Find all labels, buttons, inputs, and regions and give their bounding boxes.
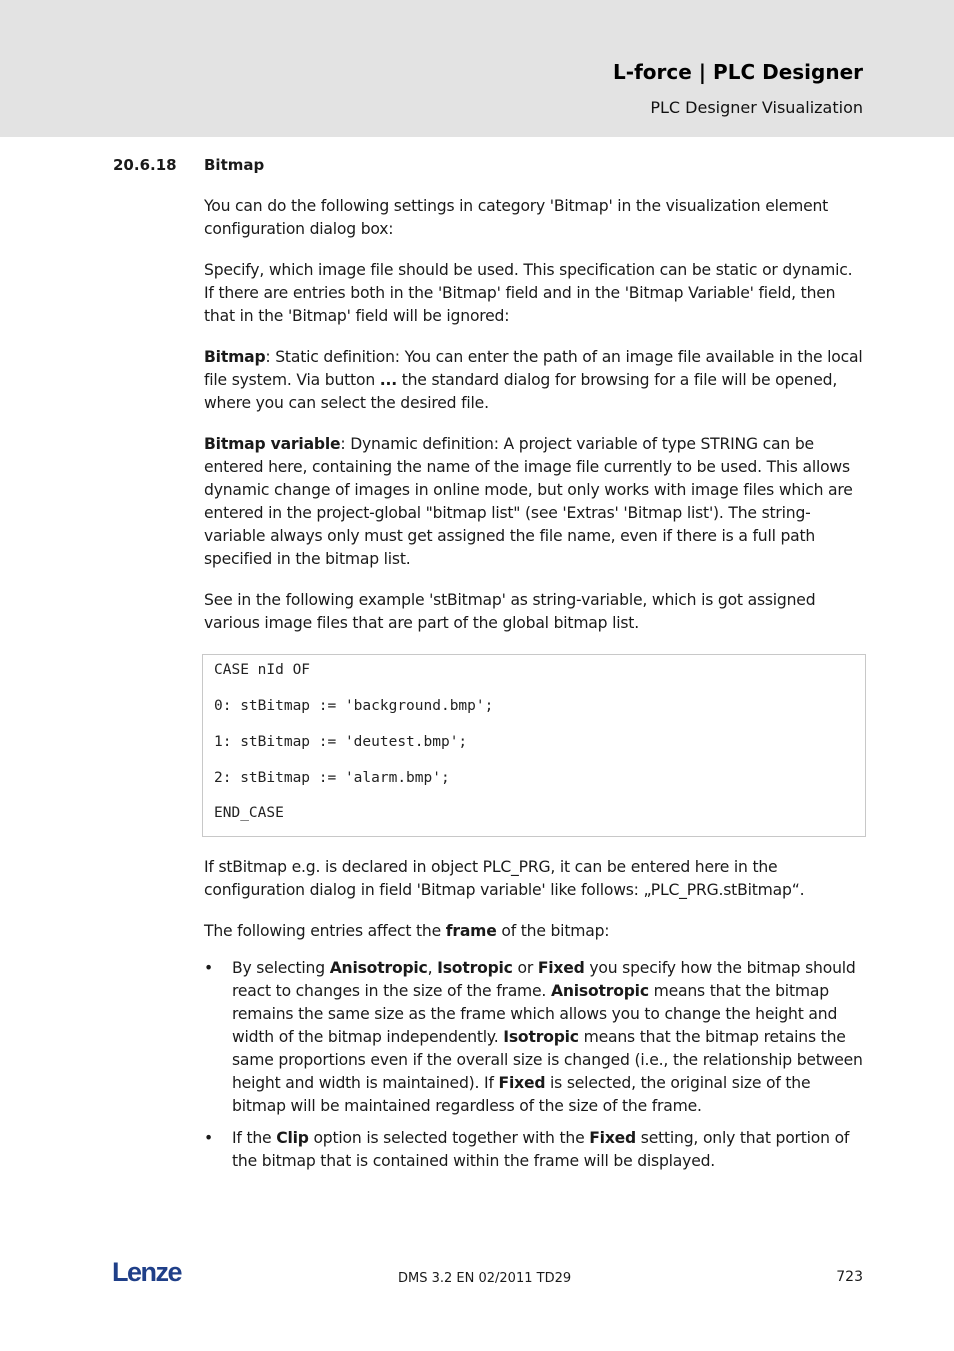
code-line: 0: stBitmap := 'background.bmp'; xyxy=(214,698,494,714)
code-line: END_CASE xyxy=(214,805,284,821)
paragraph-declaration: If stBitmap e.g. is declared in object PLC_PRG, it can be entered here in the configuration dialog in field 'Bitmap variable' like follows: „PLC_PRG.stBitmap“. xyxy=(204,858,805,899)
paragraph-bitmap xyxy=(204,346,866,415)
section-title: Bitmap xyxy=(204,156,265,174)
paragraph-frame xyxy=(204,920,866,943)
document-title: L-force | PLC Designer xyxy=(613,60,863,84)
bitmap-variable-text: : Dynamic definition: A project variable of type STRING can be entered here, containing the name of the image file currently to be used. This allows dynamic change of images in online mode, but only works with image files which are entered in the project-global "bitmap list" (see 'Extras' 'Bitmap list'). The string-variable always only must get assigned the file name, even if there is a full path specified in the bitmap list. xyxy=(204,435,853,568)
term-isotropic: Isotropic xyxy=(503,1028,579,1046)
code-block xyxy=(202,654,866,837)
text-run: you specify how the bitmap should react to changes in the size of the frame. xyxy=(232,959,856,1000)
section-number: 20.6.18 xyxy=(113,156,177,174)
footer-doc-id: DMS 3.2 EN 02/2011 TD29 xyxy=(398,1271,572,1286)
code-line: CASE nId OF xyxy=(214,662,311,678)
term-clip: Clip xyxy=(276,1129,309,1147)
chapter-subtitle: PLC Designer Visualization xyxy=(650,98,863,117)
paragraph-specify: Specify, which image file should be used. This specification can be static or dynamic. If there are entries both in the 'Bitmap' field and in the 'Bitmap Variable' field, then that in the 'Bitmap' field will be ignored: xyxy=(204,261,853,325)
term-bitmap: Bitmap xyxy=(204,348,266,366)
text-run: setting, only that portion of the bitmap that is contained within the frame will be displayed. xyxy=(232,1129,850,1170)
paragraph-bitmap-variable xyxy=(204,433,866,571)
text-run: , xyxy=(427,959,438,977)
bullet-icon: • xyxy=(204,959,214,977)
text-run: means that the bitmap retains the same proportions even if the overall size is changed (i.e., the relationship between height and width is maintained). If xyxy=(232,1028,863,1092)
page-header xyxy=(0,0,954,137)
bitmap-text-a: : Static definition: You can enter the path of an image file available in the local file system. Via button xyxy=(204,348,863,389)
bitmap-text-b: the standard dialog for browsing for a file will be opened, where you can select the desired file. xyxy=(204,371,838,412)
text-run: By selecting xyxy=(232,959,330,977)
frame-text-b: of the bitmap: xyxy=(496,922,610,940)
paragraph-example: See in the following example 'stBitmap' as string-variable, which is got assigned various image files that are part of the global bitmap list. xyxy=(204,591,816,632)
paragraph-intro: You can do the following settings in category 'Bitmap' in the visualization element configuration dialog box: xyxy=(204,197,829,238)
page-number: 723 xyxy=(836,1269,863,1285)
term-fixed: Fixed xyxy=(537,959,585,977)
code-line: 2: stBitmap := 'alarm.bmp'; xyxy=(214,770,450,786)
term-anisotropic: Anisotropic xyxy=(550,982,649,1000)
term-fixed: Fixed xyxy=(589,1129,637,1147)
frame-text-a: The following entries affect the xyxy=(204,922,446,940)
bullet-text-clip xyxy=(232,1127,866,1173)
term-fixed: Fixed xyxy=(498,1074,546,1092)
text-run: If the xyxy=(232,1129,277,1147)
bullet-text-scaling xyxy=(232,957,866,1118)
term-browse-button: ... xyxy=(379,371,397,389)
logo-text: Lenze xyxy=(112,1258,182,1286)
bullet-icon: • xyxy=(204,1129,214,1147)
term-bitmap-variable: Bitmap variable xyxy=(204,435,341,453)
text-run: means that the bitmap remains the same size as the frame which allows you to change the height and width of the bitmap independently. xyxy=(232,982,838,1046)
code-line: 1: stBitmap := 'deutest.bmp'; xyxy=(214,734,468,750)
term-frame: frame xyxy=(445,922,497,940)
term-isotropic: Isotropic xyxy=(437,959,513,977)
text-run: is selected, the original size of the bitmap will be maintained regardless of the size of the frame. xyxy=(232,1074,811,1115)
lenze-logo xyxy=(112,1258,192,1286)
text-run: option is selected together with the xyxy=(308,1129,590,1147)
text-run: or xyxy=(512,959,538,977)
term-anisotropic: Anisotropic xyxy=(329,959,428,977)
